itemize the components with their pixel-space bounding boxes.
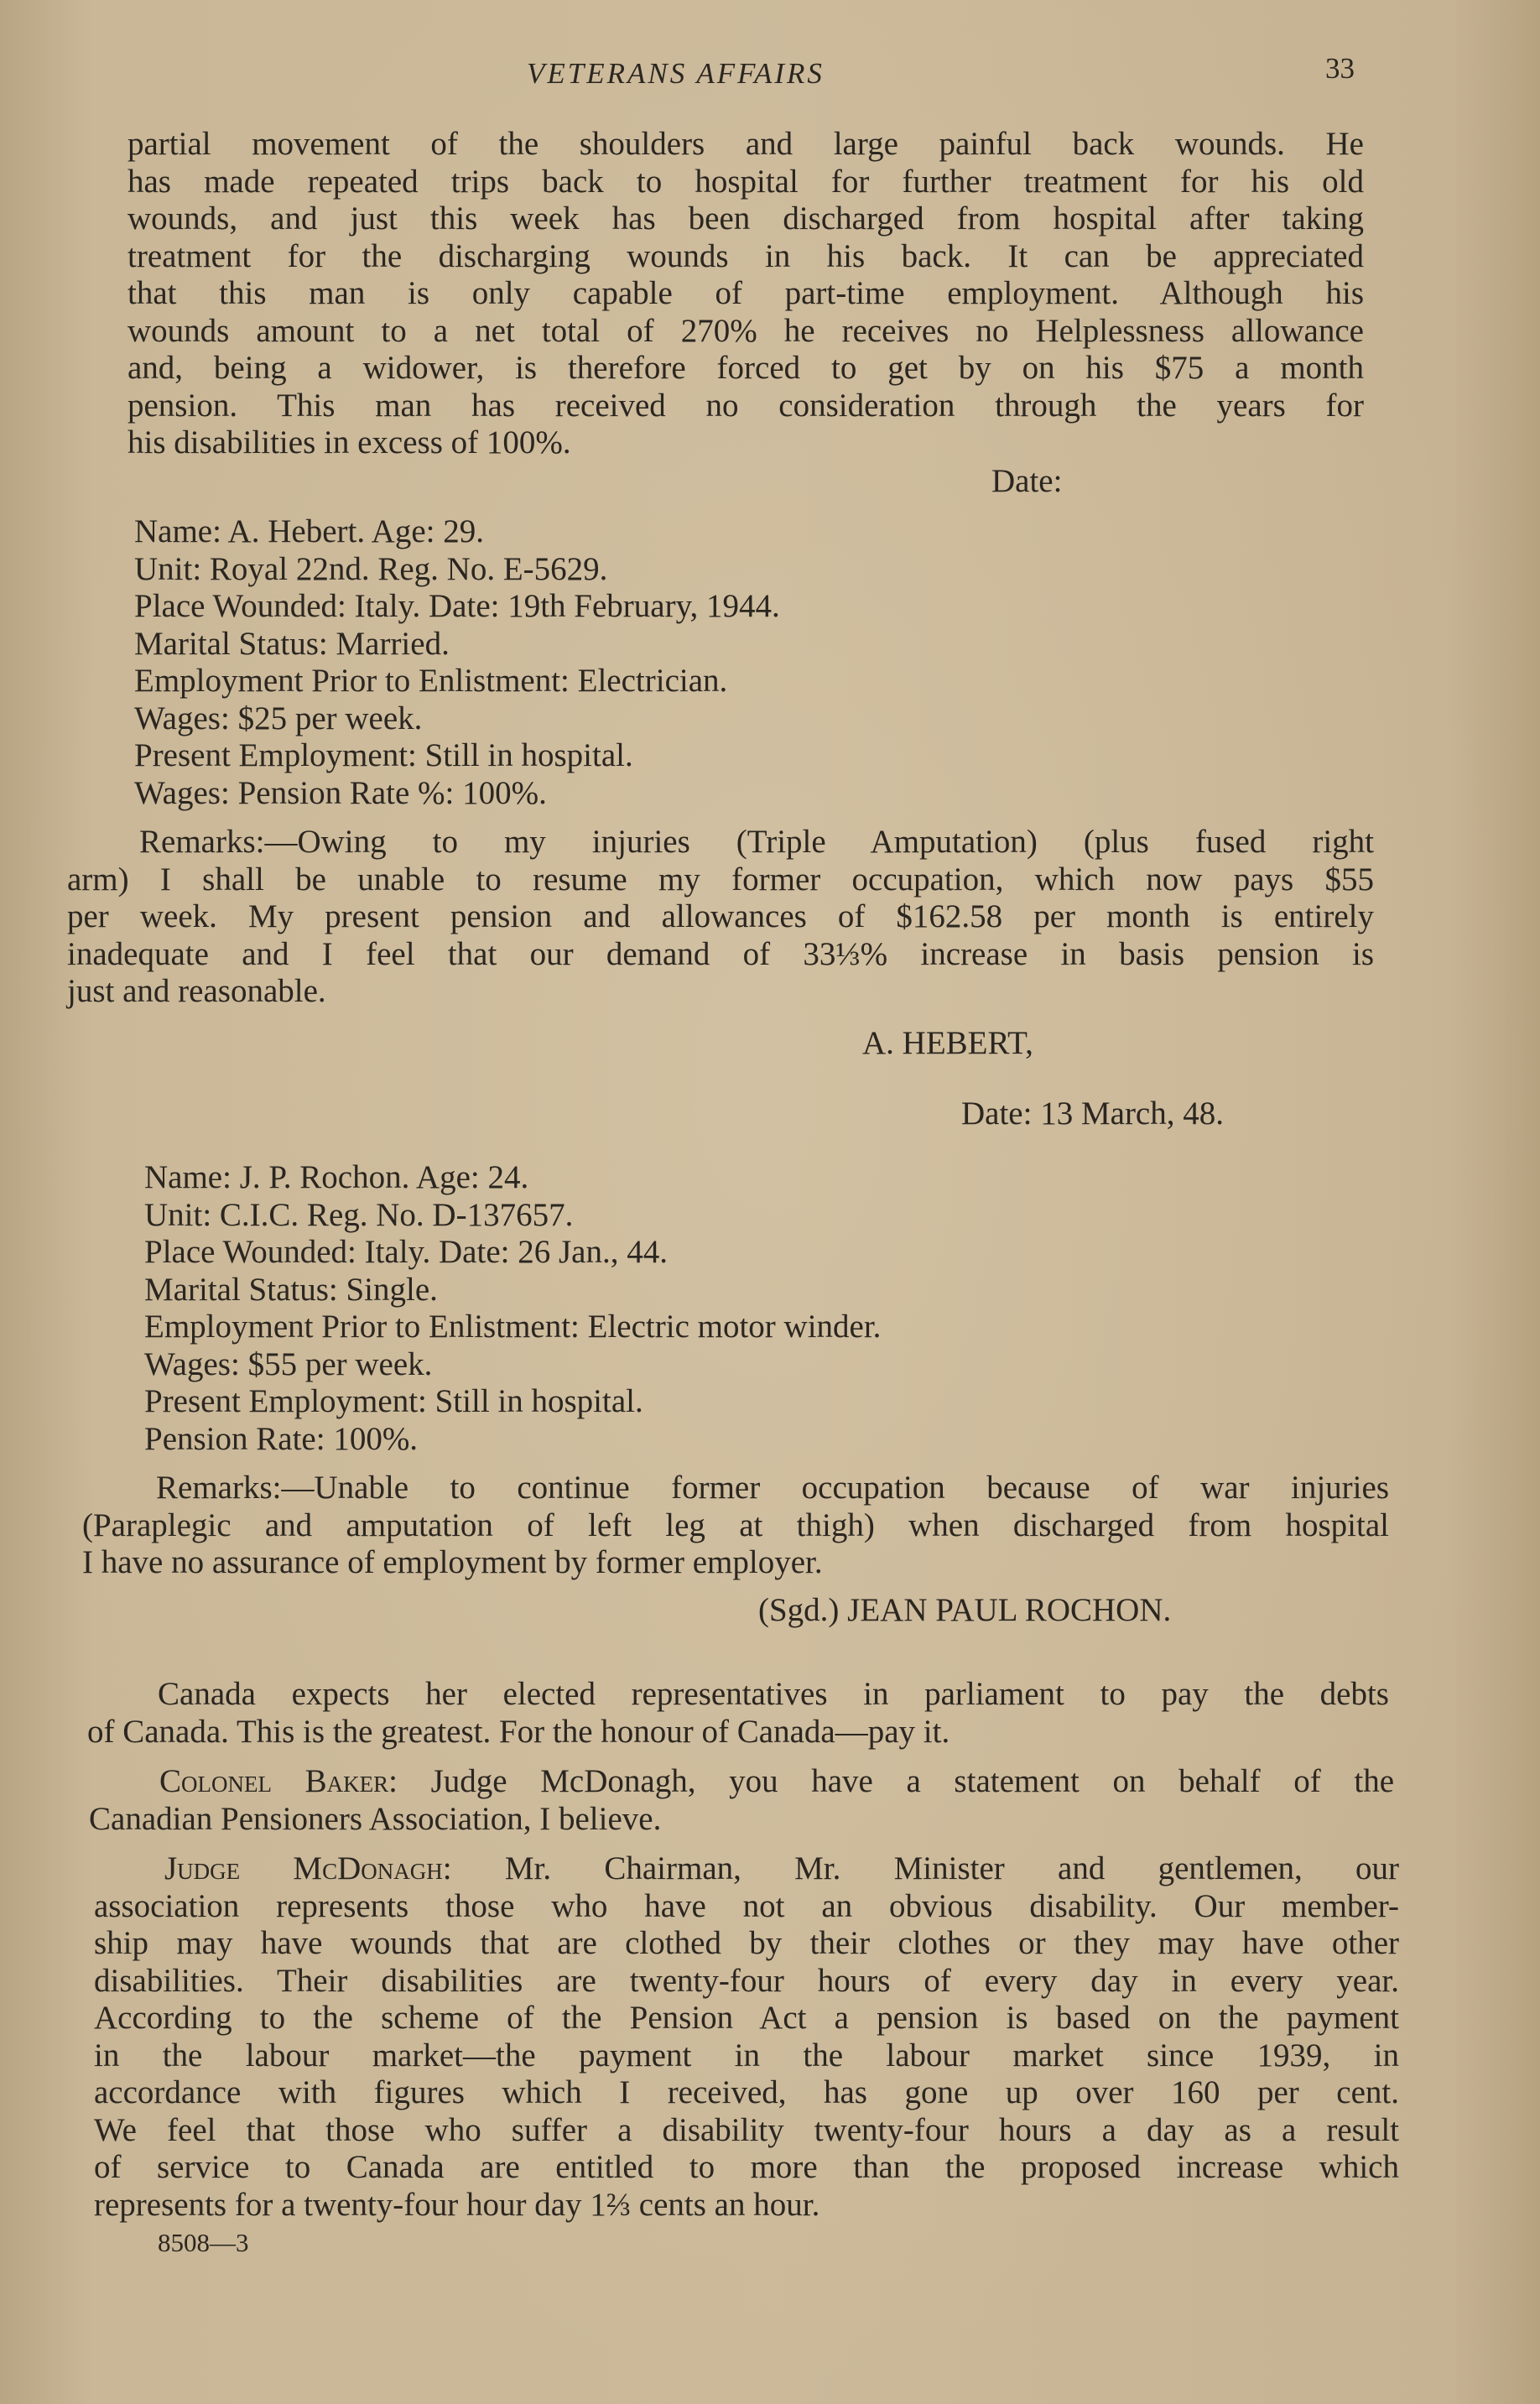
text-line: Canada expects her elected representatives in parliament to pay the debts xyxy=(158,1676,1389,1712)
record-field: Unit: C.I.C. Reg. No. D-137657. xyxy=(144,1196,574,1233)
text-line: (Paraplegic and amputation of left leg at thigh) when discharged from hospital xyxy=(82,1506,1389,1543)
record-field: Place Wounded: Italy. Date: 26 Jan., 44. xyxy=(144,1234,668,1270)
text-line: I have no assurance of employment by former employer. xyxy=(82,1544,823,1580)
text-line: Remarks:—Unable to continue former occupation because of war injuries xyxy=(156,1470,1389,1506)
text-line: represents for a twenty-four hour day 1⅔ cents an hour. xyxy=(94,2186,820,2223)
text-line: and, being a widower, is therefore forced to get by on his $75 a month xyxy=(127,350,1364,386)
record-field: Present Employment: Still in hospital. xyxy=(144,1383,643,1419)
speaker-name: Colonel Baker: xyxy=(159,1763,398,1799)
text-line: just and reasonable. xyxy=(67,973,326,1009)
text-line: accordance with figures which I received, has gone up over 160 per cent. xyxy=(94,2074,1399,2110)
text-line: of service to Canada are entitled to more than the proposed increase which xyxy=(94,2149,1399,2185)
footer-code: 8508—3 xyxy=(158,2228,249,2257)
page-header xyxy=(0,52,1540,94)
rochon-record xyxy=(144,1159,1319,1458)
text-line: that this man is only capable of part-time employment. Although his xyxy=(127,275,1364,311)
text-line: wounds amount to a net total of 270% he receives no Helplessness allowance xyxy=(127,312,1364,349)
hebert-remarks xyxy=(67,824,1374,1011)
rochon-remarks xyxy=(82,1470,1389,1582)
closing-paragraph xyxy=(87,1676,1389,1751)
mcdonagh-paragraph xyxy=(94,1850,1399,2224)
baker-paragraph xyxy=(89,1763,1394,1838)
hebert-record xyxy=(134,513,1308,812)
text-line: disabilities. Their disabilities are twenty-four hours of every day in every year. xyxy=(94,1962,1399,1999)
hebert-date: Date: 13 March, 48. xyxy=(961,1095,1224,1132)
text-line: We feel that those who suffer a disability twenty-four hours a day as a result xyxy=(94,2111,1399,2148)
record-field: Pension Rate: 100%. xyxy=(144,1420,419,1457)
text-line: According to the scheme of the Pension Act a pension is based on the payment xyxy=(94,2000,1399,2036)
speaker-name: Judge McDonagh: xyxy=(164,1850,452,1886)
record-field: Wages: $25 per week. xyxy=(134,700,423,736)
continuation-paragraph xyxy=(127,126,1364,462)
hebert-signature: A. HEBERT, xyxy=(862,1025,1033,1061)
text-line: association represents those who have not an obvious disability. Our member- xyxy=(94,1887,1399,1924)
text-line: Colonel Baker: Judge McDonagh, you have a statement on behalf of the xyxy=(159,1763,1395,1799)
text-line: Judge McDonagh: Mr. Chairman, Mr. Minister and gentlemen, our xyxy=(164,1850,1399,1886)
text-line: Remarks:—Owing to my injuries (Triple Amputation) (plus fused right xyxy=(139,824,1374,860)
record-field: Employment Prior to Enlistment: Electrician. xyxy=(134,663,728,699)
text-line: per week. My present pension and allowances of $162.58 per month is entirely xyxy=(67,898,1374,934)
text-line: arm) I shall be unable to resume my former occupation, which now pays $55 xyxy=(67,861,1374,898)
record-field: Present Employment: Still in hospital. xyxy=(134,737,633,773)
page-number: 33 xyxy=(1325,52,1355,85)
record-field: Name: A. Hebert. Age: 29. xyxy=(134,513,484,549)
date-label: Date: xyxy=(991,463,1063,499)
text-line: has made repeated trips back to hospital for further treatment for his old xyxy=(127,163,1364,200)
record-field: Employment Prior to Enlistment: Electric motor winder. xyxy=(144,1309,882,1345)
record-field: Unit: Royal 22nd. Reg. No. E-5629. xyxy=(134,550,608,587)
text-line: ship may have wounds that are clothed by their clothes or they may have other xyxy=(94,1925,1399,1961)
record-field: Name: J. P. Rochon. Age: 24. xyxy=(144,1159,529,1195)
record-field: Marital Status: Single. xyxy=(144,1271,438,1308)
text-line: partial movement of the shoulders and large painful back wounds. He xyxy=(127,126,1364,162)
record-field: Place Wounded: Italy. Date: 19th February, 1944. xyxy=(134,588,780,624)
rochon-signature: (Sgd.) JEAN PAUL ROCHON. xyxy=(758,1592,1172,1628)
record-field: Wages: Pension Rate %: 100%. xyxy=(134,774,547,811)
record-field: Marital Status: Married. xyxy=(134,625,450,662)
text-line: Canadian Pensioners Association, I believe. xyxy=(89,1800,662,1837)
text-line: pension. This man has received no consideration through the years for xyxy=(127,387,1364,424)
running-title: VETERANS AFFAIRS xyxy=(527,57,825,90)
record-field: Wages: $55 per week. xyxy=(144,1345,433,1382)
text-line: of Canada. This is the greatest. For the honour of Canada—pay it. xyxy=(87,1713,950,1750)
text-line: wounds, and just this week has been discharged from hospital after taking xyxy=(127,200,1364,237)
text-line: treatment for the discharging wounds in his back. It can be appreciated xyxy=(127,237,1364,274)
text-line: his disabilities in excess of 100%. xyxy=(127,424,571,461)
text-line: inadequate and I feel that our demand of 33⅓% increase in basis pension is xyxy=(67,935,1374,972)
text-line: in the labour market—the payment in the labour market since 1939, in xyxy=(94,2037,1399,2074)
